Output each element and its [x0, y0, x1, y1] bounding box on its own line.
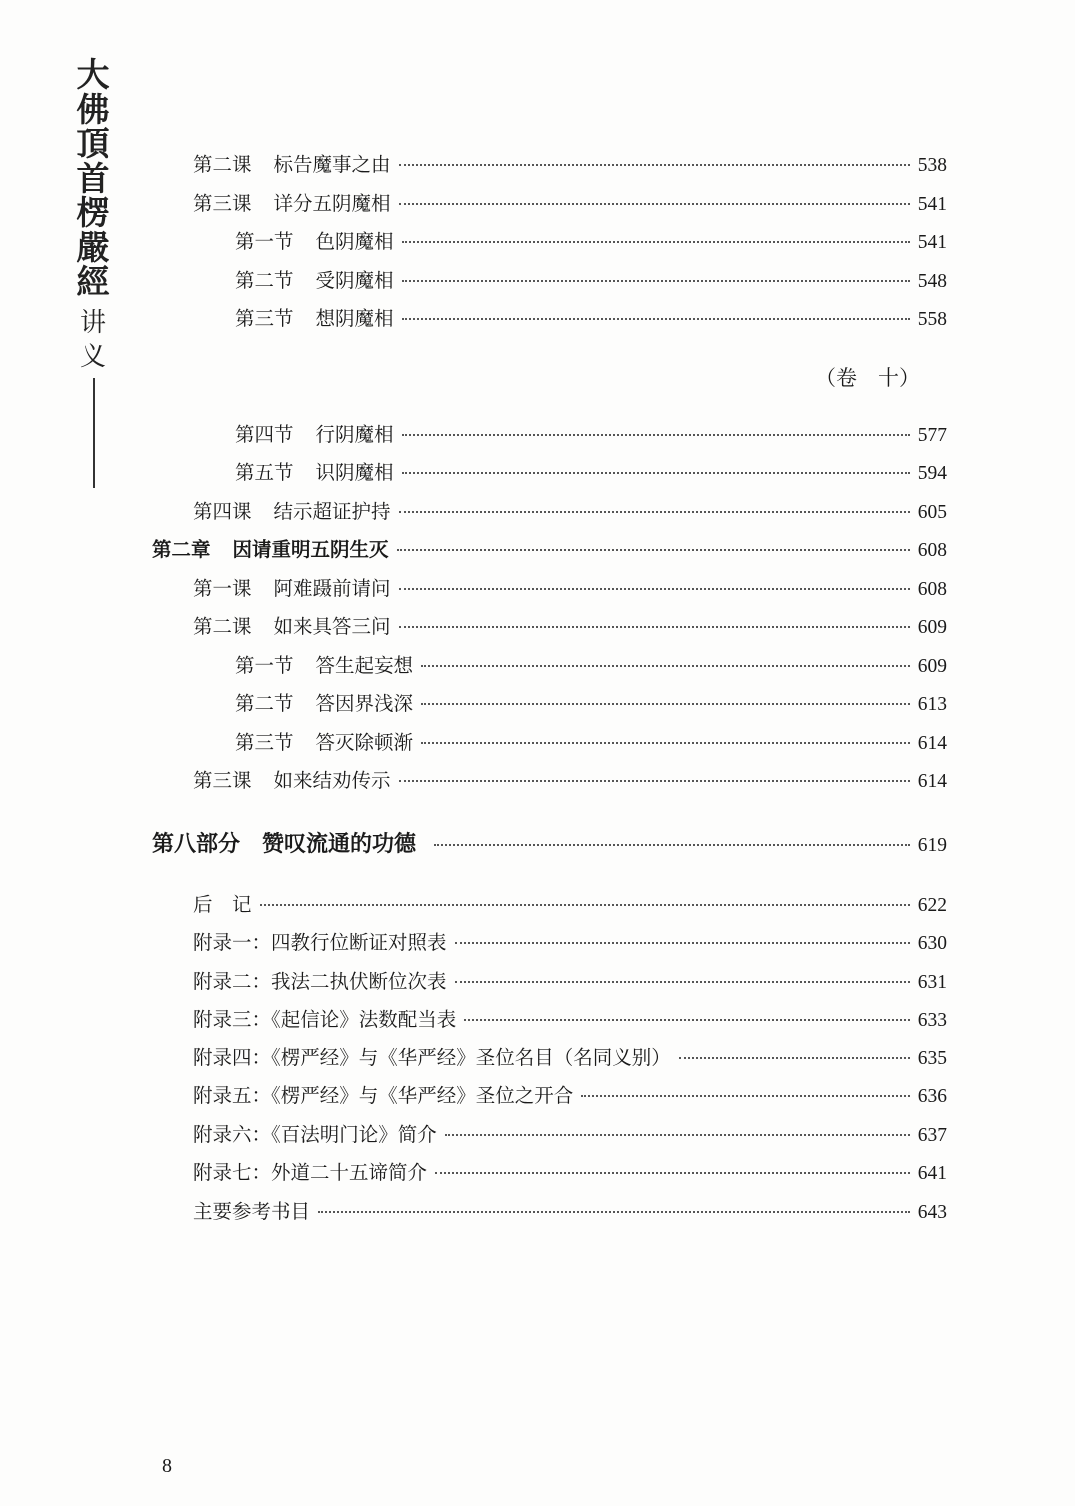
- toc-entry-chapter[interactable]: [152, 534, 947, 564]
- dot-leader: [399, 164, 910, 166]
- toc-entry[interactable]: [193, 611, 947, 641]
- toc-entry[interactable]: [235, 265, 947, 295]
- toc-entry[interactable]: [193, 573, 947, 603]
- dot-leader: [397, 549, 910, 551]
- dot-leader: [399, 511, 910, 513]
- toc-entry-title: 详分五阴魔相: [273, 192, 391, 215]
- toc-entry-label: 第一节: [235, 654, 294, 677]
- toc-entry-page: 630: [917, 933, 947, 954]
- toc-entry-appendix[interactable]: [193, 1080, 947, 1110]
- toc-entry-label: 第三节: [235, 307, 294, 330]
- toc-entry-title: 因请重明五阴生灭: [232, 538, 389, 561]
- toc-entry[interactable]: [235, 650, 947, 680]
- dot-leader: [402, 472, 910, 474]
- toc-entry-label: 第五节: [235, 461, 294, 484]
- toc-entry-title: 识阴魔相: [315, 461, 394, 484]
- toc-entry-page: 608: [917, 540, 947, 561]
- dot-leader: [318, 1211, 910, 1213]
- toc-entry-page: 631: [917, 972, 947, 993]
- toc-entry-label: 第三节: [235, 731, 294, 754]
- toc-entry-title: 结示超证护持: [273, 500, 391, 523]
- toc-entry-page: 614: [917, 733, 947, 754]
- toc-entry-title: 答因界浅深: [315, 692, 414, 715]
- dot-leader: [581, 1095, 909, 1097]
- toc-entry-title: 附录四：《楞严经》与《华严经》圣位名目（名同义别）: [193, 1046, 671, 1069]
- toc-entry-label: 第二节: [235, 692, 294, 715]
- toc-entry-label: 第三课: [193, 192, 252, 215]
- dot-leader: [399, 588, 910, 590]
- toc-entry-page: 577: [917, 425, 947, 446]
- toc-entry-title: 受阴魔相: [315, 269, 394, 292]
- toc-entry-page: 538: [917, 155, 947, 176]
- dot-leader: [421, 703, 910, 705]
- toc-entry[interactable]: [193, 765, 947, 795]
- toc-entry-title: 阿难蹑前请问: [273, 577, 391, 600]
- toc-entry-title: 如来结劝传示: [273, 769, 391, 792]
- toc-entry-page: 637: [917, 1125, 947, 1146]
- dot-leader: [434, 844, 910, 846]
- toc-entry-page: 643: [917, 1202, 947, 1223]
- volume-heading: （卷 十）: [815, 366, 920, 390]
- toc-part-title: 赞叹流通的功德: [262, 832, 417, 857]
- toc-entry-page: 635: [917, 1048, 947, 1069]
- toc-entry-title: 附录二：我法二执伏断位次表: [193, 970, 447, 993]
- toc-entry[interactable]: [235, 226, 947, 256]
- toc-entry-title: 如来具答三问: [273, 615, 391, 638]
- side-title-char: 大: [76, 55, 110, 94]
- toc-entry-appendix[interactable]: [193, 1004, 947, 1034]
- toc-entry-page: 613: [917, 694, 947, 715]
- toc-entry-label: 第二课: [193, 615, 252, 638]
- toc-part-label: 第八部分: [152, 832, 241, 857]
- dot-leader: [399, 203, 910, 205]
- toc-entry-page: 608: [917, 579, 947, 600]
- toc-entry[interactable]: [235, 457, 947, 487]
- toc-entry-title: 主要参考书目: [193, 1200, 311, 1223]
- toc-entry-title: 行阴魔相: [315, 423, 394, 446]
- toc-entry-page: 609: [917, 656, 947, 677]
- toc-entry-page: 609: [917, 617, 947, 638]
- toc-entry[interactable]: [235, 303, 947, 333]
- toc-entry[interactable]: [193, 188, 947, 218]
- toc-entry-label: 第一课: [193, 577, 252, 600]
- toc-part-page: 619: [917, 835, 947, 856]
- dot-leader: [402, 241, 910, 243]
- toc-entry-title: 答生起妄想: [315, 654, 414, 677]
- side-vertical-rule: [93, 378, 95, 488]
- toc-entry[interactable]: [235, 688, 947, 718]
- toc-entry-label: 第一节: [235, 230, 294, 253]
- dot-leader: [464, 1019, 909, 1021]
- toc-entry-title: 附录五：《楞严经》与《华严经》圣位之开合: [193, 1084, 574, 1107]
- toc-entry-page: 558: [917, 309, 947, 330]
- dot-leader: [435, 1172, 910, 1174]
- side-subtitle-char: 讲: [79, 307, 106, 338]
- toc-entry-page: 622: [917, 895, 947, 916]
- toc-entry-page: 594: [917, 463, 947, 484]
- toc-entry-title: 附录六：《百法明门论》简介: [193, 1123, 437, 1146]
- dot-leader: [399, 626, 910, 628]
- toc-entry-appendix[interactable]: [193, 1042, 947, 1072]
- dot-leader: [260, 904, 910, 906]
- toc-entry-title: 附录七：外道二十五谛简介: [193, 1161, 428, 1184]
- dot-leader: [679, 1057, 910, 1059]
- dot-leader: [402, 434, 910, 436]
- toc-entry-page: 541: [917, 194, 947, 215]
- toc-entry-title: 色阴魔相: [315, 230, 394, 253]
- toc-entry-label: 第三课: [193, 769, 252, 792]
- toc-entry[interactable]: [235, 419, 947, 449]
- toc-entry-label: 第二节: [235, 269, 294, 292]
- toc-entry-page: 614: [917, 771, 947, 792]
- toc-entry[interactable]: [193, 149, 947, 179]
- toc-entry[interactable]: [235, 727, 947, 757]
- side-title: [70, 55, 116, 374]
- dot-leader: [399, 780, 910, 782]
- toc-entry-part[interactable]: [152, 827, 947, 857]
- toc-entry-page: 633: [917, 1010, 947, 1031]
- toc-entry-label: 第四课: [193, 500, 252, 523]
- dot-leader: [402, 280, 910, 282]
- side-title-char: 佛: [76, 89, 110, 129]
- toc-entry[interactable]: [193, 496, 947, 526]
- toc-entry-page: 636: [917, 1086, 947, 1107]
- toc-entry-page: 541: [917, 232, 947, 253]
- side-subtitle-char: 义: [79, 341, 106, 372]
- side-title-char: 首: [76, 158, 110, 198]
- toc-entry-appendix[interactable]: [193, 1196, 947, 1226]
- toc-entry-appendix[interactable]: [193, 1157, 947, 1187]
- dot-leader: [455, 942, 910, 944]
- toc-entry-title: 附录一：四教行位断证对照表: [193, 931, 447, 954]
- toc-entry-appendix[interactable]: [193, 966, 947, 996]
- toc-entry-page: 641: [917, 1163, 947, 1184]
- toc-entry-appendix[interactable]: [193, 927, 947, 957]
- side-title-char: 嚴: [76, 227, 110, 267]
- toc-entry-label: 第四节: [235, 423, 294, 446]
- toc-entry-label: 第二章: [152, 538, 211, 561]
- toc-entry-appendix[interactable]: [193, 1119, 947, 1149]
- dot-leader: [402, 318, 910, 320]
- toc-entry-title: 答灭除顿渐: [315, 731, 414, 754]
- dot-leader: [455, 981, 910, 983]
- dot-leader: [421, 742, 910, 744]
- side-title-char: 楞: [76, 193, 110, 232]
- dot-leader: [445, 1134, 910, 1136]
- toc-entry-appendix[interactable]: [193, 889, 947, 919]
- page-number: 8: [162, 1455, 172, 1477]
- side-title-char: 頂: [76, 124, 110, 163]
- toc-entry-label: 第二课: [193, 153, 252, 176]
- side-subtitle: [80, 306, 106, 374]
- dot-leader: [421, 665, 910, 667]
- toc-entry-page: 605: [917, 502, 947, 523]
- toc-entry-title: 附录三：《起信论》法数配当表: [193, 1008, 457, 1031]
- toc-entry-title: 想阴魔相: [315, 307, 394, 330]
- toc-entry-title: 后 记: [193, 893, 252, 916]
- toc-entry-page: 548: [917, 271, 947, 292]
- side-title-char: 經: [76, 262, 110, 301]
- toc-entry-title: 标告魔事之由: [273, 153, 391, 176]
